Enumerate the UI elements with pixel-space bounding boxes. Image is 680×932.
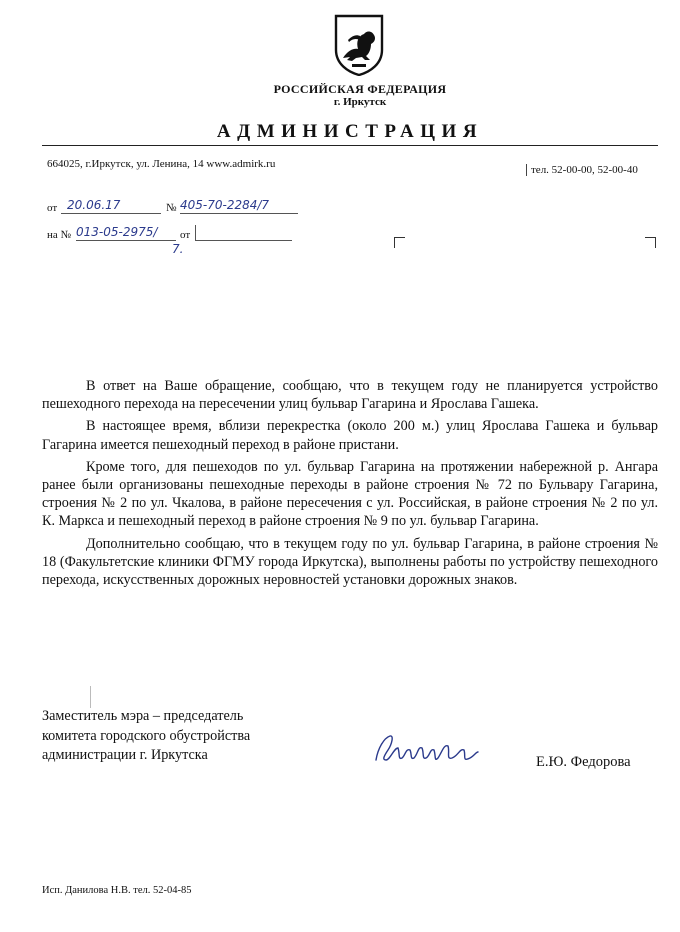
reply-from-field bbox=[195, 225, 292, 241]
letter-body bbox=[42, 377, 658, 593]
number-field bbox=[180, 198, 298, 214]
scan-mark bbox=[90, 686, 91, 708]
number-label: № bbox=[166, 202, 177, 214]
signer-position-line: Заместитель мэра – председатель bbox=[42, 708, 244, 724]
city-title: г. Иркутск bbox=[333, 96, 387, 108]
reply-to-field bbox=[76, 225, 176, 241]
coat-of-arms-icon bbox=[334, 14, 384, 76]
reply-to-value: 013-05-2975/ bbox=[76, 225, 158, 239]
executor-info: Исп. Данилова Н.В. тел. 52-04-85 bbox=[42, 885, 192, 896]
recipient-corner-left bbox=[394, 237, 405, 248]
body-paragraph: В ответ на Ваше обращение, сообщаю, что в текущем году не планируется устройство пешеходного перехода на пересечении улиц бульвар Гагарина и Ярослава Гашека. bbox=[42, 378, 658, 413]
date-field bbox=[61, 198, 161, 214]
body-paragraph: Кроме того, для пешеходов по ул. бульвар Гагарина на протяжении набережной р. Ангара ранее были организованы пешеходные переходы в районе строения № 72 по Бульвару Гагарина, строения № 2 по ул. Чкалова, в районе пересечения с ул. Российская, в районе строения № 2 по ул. К. Маркса и пешеходный переход в районе строения № 9 по ул. бульвар Гагарина. bbox=[42, 458, 658, 530]
signer-position bbox=[42, 707, 342, 766]
reply-from-label: от bbox=[180, 229, 191, 241]
handwritten-signature bbox=[372, 730, 482, 770]
signer-position-line: комитета городского обустройства bbox=[42, 727, 251, 744]
signer-position-line: администрации г. Иркутска bbox=[42, 747, 208, 763]
reply-to-label: на № bbox=[47, 229, 72, 241]
organization-phones: тел. 52-00-00, 52-00-40 bbox=[526, 164, 638, 176]
recipient-corner-right bbox=[645, 237, 656, 248]
number-value: 405-70-2284/7 bbox=[180, 198, 270, 212]
date-label: от bbox=[47, 202, 58, 214]
country-title: РОССИЙСКАЯ ФЕДЕРАЦИЯ bbox=[273, 82, 447, 96]
reply-to-value-tail: 7. bbox=[172, 242, 184, 256]
date-value: 20.06.17 bbox=[67, 198, 121, 212]
organization-address: 664025, г.Иркутск, ул. Ленина, 14 www.admirk.ru bbox=[47, 158, 276, 170]
organization-title: АДМИНИСТРАЦИЯ bbox=[216, 121, 484, 142]
body-paragraph: В настоящее время, вблизи перекрестка (около 200 м.) улиц Ярослава Гашека и бульвар Гагарина имеется пешеходный переход в районе пристани. bbox=[42, 418, 658, 453]
signer-name: Е.Ю. Федорова bbox=[536, 754, 631, 770]
header-divider bbox=[42, 145, 658, 146]
body-paragraph: Дополнительно сообщаю, что в текущем году по ул. бульвар Гагарина, в районе строения № 18 (Факультетские клиники ФГМУ города Иркутска), выполнены работы по устройству пешеходного перехода, искусственных дорожных неровностей установки дорожных знаков. bbox=[42, 535, 658, 589]
